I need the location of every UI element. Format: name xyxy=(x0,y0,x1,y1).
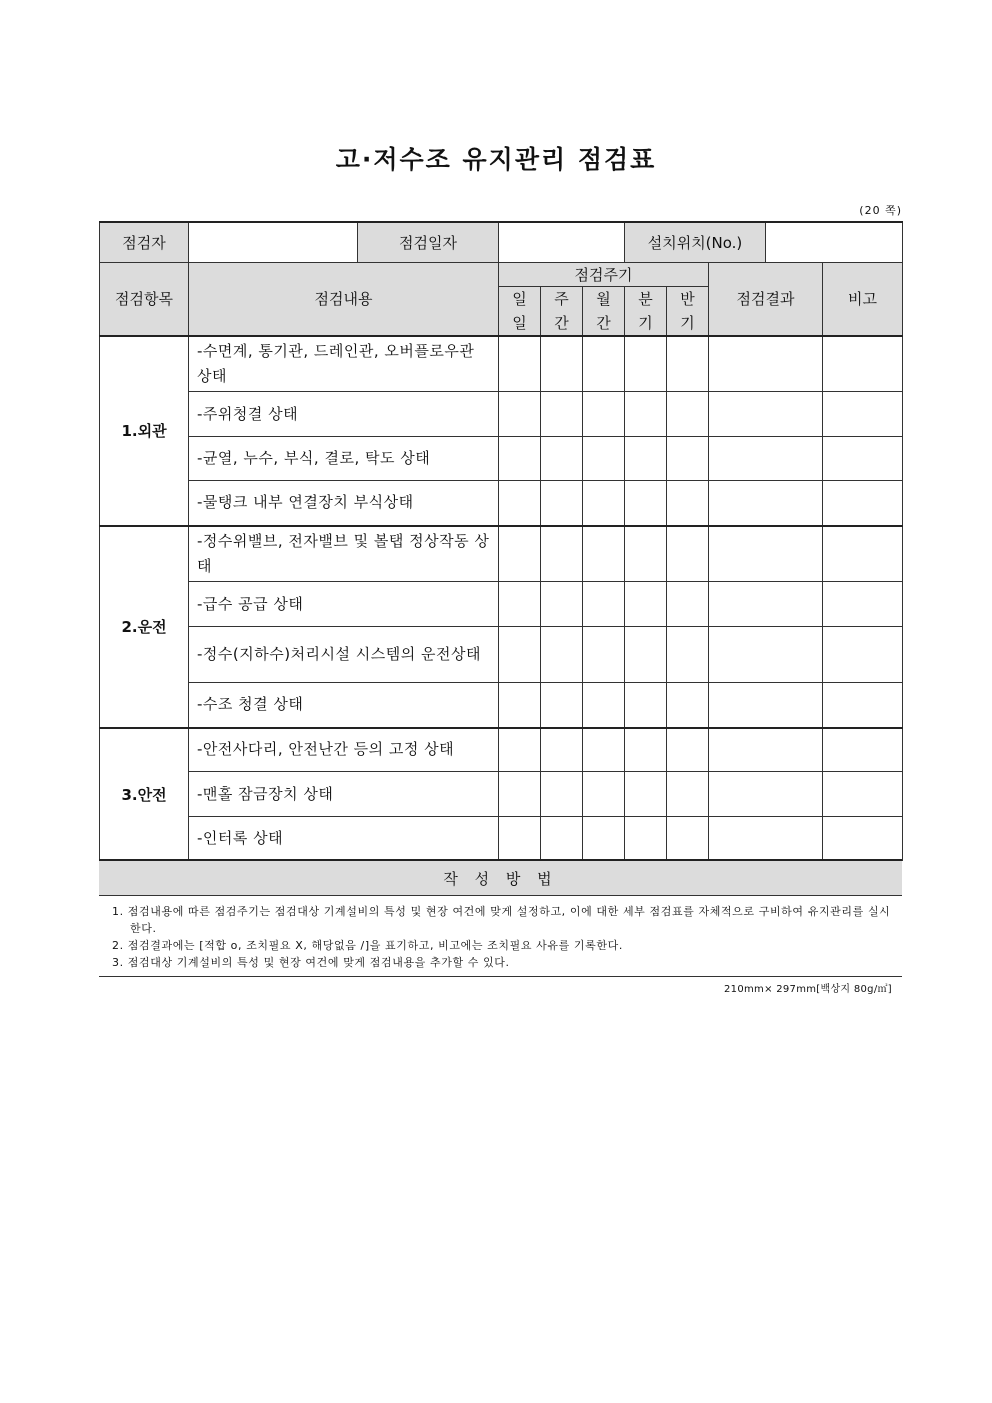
group-item-label: 3.안전 xyxy=(100,728,189,861)
table-row xyxy=(100,772,903,817)
check-content: -수조 청결 상태 xyxy=(189,683,499,728)
monthly-cell[interactable] xyxy=(583,817,625,861)
weekly-cell[interactable] xyxy=(541,437,583,481)
group-item-label: 1.외관 xyxy=(100,336,189,526)
table-row xyxy=(100,336,903,392)
divider xyxy=(99,976,902,977)
check-content: -맨홀 잠금장치 상태 xyxy=(189,772,499,817)
check-content: -정수(지하수)처리시설 시스템의 운전상태 xyxy=(189,627,499,683)
inspector-label: 점검자 xyxy=(100,222,189,262)
quarterly-cell[interactable] xyxy=(625,582,667,627)
weekly-cell[interactable] xyxy=(541,728,583,772)
daily-cell[interactable] xyxy=(499,526,541,582)
semiannual-cell[interactable] xyxy=(667,627,709,683)
remarks-cell[interactable] xyxy=(823,817,903,861)
col-daily-header: 일 일 xyxy=(499,286,541,336)
quarterly-cell[interactable] xyxy=(625,392,667,437)
col-result-header: 점검결과 xyxy=(709,262,823,336)
date-label: 점검일자 xyxy=(358,222,499,262)
quarterly-cell[interactable] xyxy=(625,772,667,817)
result-cell[interactable] xyxy=(709,728,823,772)
remarks-cell[interactable] xyxy=(823,683,903,728)
weekly-cell[interactable] xyxy=(541,582,583,627)
semiannual-cell[interactable] xyxy=(667,728,709,772)
weekly-cell[interactable] xyxy=(541,683,583,728)
semiannual-cell[interactable] xyxy=(667,683,709,728)
semiannual-cell[interactable] xyxy=(667,526,709,582)
quarterly-cell[interactable] xyxy=(625,627,667,683)
semiannual-cell[interactable] xyxy=(667,437,709,481)
daily-cell[interactable] xyxy=(499,437,541,481)
result-cell[interactable] xyxy=(709,336,823,392)
col-cycle-header: 점검주기 xyxy=(499,262,709,286)
result-cell[interactable] xyxy=(709,772,823,817)
method-notes xyxy=(112,903,897,971)
check-content: -급수 공급 상태 xyxy=(189,582,499,627)
method-heading: 작 성 방 법 xyxy=(99,859,902,896)
result-cell[interactable] xyxy=(709,683,823,728)
result-cell[interactable] xyxy=(709,481,823,526)
method-note: 3. 점검대상 기계설비의 특성 및 현장 여건에 맞게 점검내용을 추가할 수 있다. xyxy=(112,956,510,969)
table-row xyxy=(100,437,903,481)
quarterly-cell[interactable] xyxy=(625,336,667,392)
col-quarterly-header: 분 기 xyxy=(625,286,667,336)
quarterly-cell[interactable] xyxy=(625,481,667,526)
weekly-cell[interactable] xyxy=(541,526,583,582)
quarterly-cell[interactable] xyxy=(625,817,667,861)
col-remarks-header: 비고 xyxy=(823,262,903,336)
table-row xyxy=(100,683,903,728)
result-cell[interactable] xyxy=(709,817,823,861)
weekly-cell[interactable] xyxy=(541,772,583,817)
daily-cell[interactable] xyxy=(499,772,541,817)
col-semiannual-header: 반 기 xyxy=(667,286,709,336)
daily-cell[interactable] xyxy=(499,392,541,437)
table-row xyxy=(100,582,903,627)
result-cell[interactable] xyxy=(709,582,823,627)
quarterly-cell[interactable] xyxy=(625,437,667,481)
monthly-cell[interactable] xyxy=(583,772,625,817)
remarks-cell[interactable] xyxy=(823,481,903,526)
daily-cell[interactable] xyxy=(499,336,541,392)
location-label: 설치위치(No.) xyxy=(625,222,766,262)
monthly-cell[interactable] xyxy=(583,526,625,582)
location-field[interactable] xyxy=(766,222,903,262)
check-content: -정수위밸브, 전자밸브 및 볼탭 정상작동 상태 xyxy=(189,526,499,582)
semiannual-cell[interactable] xyxy=(667,481,709,526)
daily-cell[interactable] xyxy=(499,582,541,627)
weekly-cell[interactable] xyxy=(541,392,583,437)
monthly-cell[interactable] xyxy=(583,481,625,526)
weekly-cell[interactable] xyxy=(541,817,583,861)
remarks-cell[interactable] xyxy=(823,772,903,817)
table-row xyxy=(100,526,903,582)
paper-spec: 210mm× 297mm[백상지 80g/㎡] xyxy=(724,984,892,995)
table-row xyxy=(100,392,903,437)
col-monthly-header: 월 간 xyxy=(583,286,625,336)
monthly-cell[interactable] xyxy=(583,392,625,437)
group-item-label: 2.운전 xyxy=(100,526,189,728)
remarks-cell[interactable] xyxy=(823,336,903,392)
quarterly-cell[interactable] xyxy=(625,683,667,728)
weekly-cell[interactable] xyxy=(541,336,583,392)
daily-cell[interactable] xyxy=(499,817,541,861)
table-row xyxy=(100,728,903,772)
inspector-field[interactable] xyxy=(189,222,358,262)
remarks-cell[interactable] xyxy=(823,437,903,481)
monthly-cell[interactable] xyxy=(583,627,625,683)
semiannual-cell[interactable] xyxy=(667,772,709,817)
document-title: 고·저수조 유지관리 점검표 xyxy=(335,145,657,174)
daily-cell[interactable] xyxy=(499,627,541,683)
check-content: -인터록 상태 xyxy=(189,817,499,861)
inspection-table xyxy=(99,221,903,861)
method-note: 1. 점검내용에 따른 점검주기는 점검대상 기계설비의 특성 및 현장 여건에 맞게 설정하고, 이에 대한 세부 점검표를 자체적으로 구비하여 유지관리를 실시한다. xyxy=(112,905,891,935)
remarks-cell[interactable] xyxy=(823,627,903,683)
monthly-cell[interactable] xyxy=(583,728,625,772)
semiannual-cell[interactable] xyxy=(667,336,709,392)
monthly-cell[interactable] xyxy=(583,683,625,728)
table-row xyxy=(100,817,903,861)
monthly-cell[interactable] xyxy=(583,336,625,392)
method-note: 2. 점검결과에는 [적합 o, 조치필요 X, 해당없음 /]을 표기하고, 비고에는 조치필요 사유를 기록한다. xyxy=(112,939,623,952)
result-cell[interactable] xyxy=(709,627,823,683)
quarterly-cell[interactable] xyxy=(625,728,667,772)
monthly-cell[interactable] xyxy=(583,437,625,481)
semiannual-cell[interactable] xyxy=(667,392,709,437)
daily-cell[interactable] xyxy=(499,683,541,728)
weekly-cell[interactable] xyxy=(541,627,583,683)
col-content-header: 점검내용 xyxy=(189,262,499,336)
semiannual-cell[interactable] xyxy=(667,817,709,861)
check-content: -안전사다리, 안전난간 등의 고정 상태 xyxy=(189,728,499,772)
monthly-cell[interactable] xyxy=(583,582,625,627)
remarks-cell[interactable] xyxy=(823,392,903,437)
result-cell[interactable] xyxy=(709,437,823,481)
check-content: -수면계, 통기관, 드레인관, 오버플로우관 상태 xyxy=(189,336,499,392)
check-content: -균열, 누수, 부식, 결로, 탁도 상태 xyxy=(189,437,499,481)
page-note: (20 쪽) xyxy=(859,204,902,217)
result-cell[interactable] xyxy=(709,392,823,437)
result-cell[interactable] xyxy=(709,526,823,582)
daily-cell[interactable] xyxy=(499,481,541,526)
table-row xyxy=(100,627,903,683)
remarks-cell[interactable] xyxy=(823,582,903,627)
semiannual-cell[interactable] xyxy=(667,582,709,627)
remarks-cell[interactable] xyxy=(823,526,903,582)
check-content: -물탱크 내부 연결장치 부식상태 xyxy=(189,481,499,526)
remarks-cell[interactable] xyxy=(823,728,903,772)
quarterly-cell[interactable] xyxy=(625,526,667,582)
table-row xyxy=(100,481,903,526)
col-weekly-header: 주 간 xyxy=(541,286,583,336)
weekly-cell[interactable] xyxy=(541,481,583,526)
check-content: -주위청결 상태 xyxy=(189,392,499,437)
date-field[interactable] xyxy=(499,222,625,262)
col-item-header: 점검항목 xyxy=(100,262,189,336)
daily-cell[interactable] xyxy=(499,728,541,772)
